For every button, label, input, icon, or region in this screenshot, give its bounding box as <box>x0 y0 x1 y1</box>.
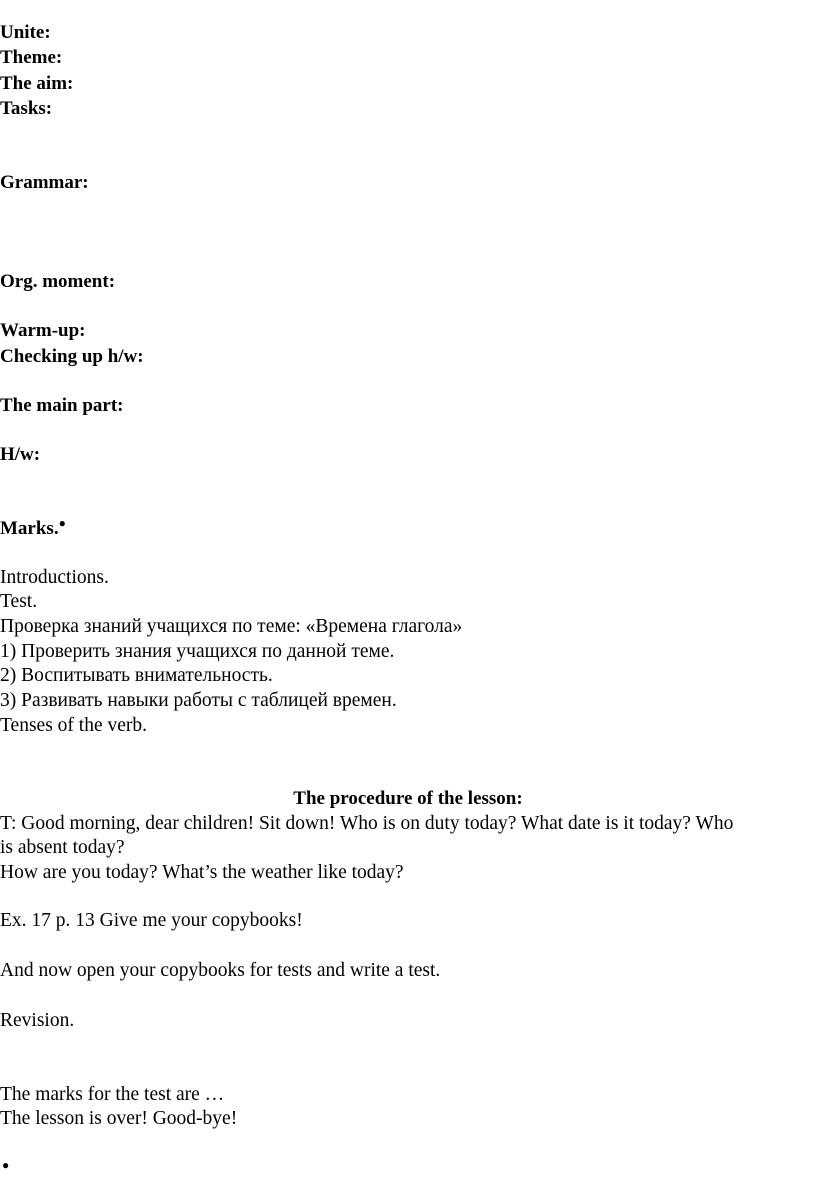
answer-task-2: 2) Воспитывать внимательность. <box>0 665 273 686</box>
label-warm-up: Warm-up: <box>0 320 86 341</box>
answer-task-1: 1) Проверить знания учащихся по данной теме. <box>0 641 395 662</box>
procedure-closing: The lesson is over! Good-bye! <box>0 1108 238 1129</box>
bullet-icon: ● <box>58 516 66 530</box>
label-unite: Unite: <box>0 22 51 43</box>
answer-unite: Introductions. <box>0 567 109 588</box>
answer-grammar: Tenses of the verb. <box>0 715 148 736</box>
bullet-icon-bottom: ● <box>2 1158 10 1172</box>
label-main-part: The main part: <box>0 395 124 416</box>
procedure-title: The procedure of the lesson: <box>293 788 523 809</box>
label-tasks: Tasks: <box>0 98 53 119</box>
procedure-main-part: And now open your copybooks for tests and write a test. <box>0 960 441 981</box>
label-org-moment: Org. moment: <box>0 271 116 292</box>
procedure-marks: The marks for the test are … <box>0 1084 225 1105</box>
label-grammar: Grammar: <box>0 172 89 193</box>
label-marks-text: Marks. <box>0 518 59 539</box>
label-theme: Theme: <box>0 47 63 68</box>
procedure-warm-up: How are you today? What’s the weather like today? <box>0 862 404 883</box>
answer-aim: Проверка знаний учащихся по теме: «Времена глагола» <box>0 616 463 637</box>
procedure-checking: Ex. 17 p. 13 Give me your copybooks! <box>0 910 303 931</box>
label-hw: H/w: <box>0 444 41 465</box>
label-aim: The aim: <box>0 73 74 94</box>
procedure-org-line-1: T: Good morning, dear children! Sit down! Who is on duty today? What date is it today? Who <box>0 813 734 834</box>
answer-theme: Test. <box>0 591 38 612</box>
label-marks <box>0 517 66 540</box>
procedure-org-line-2: is absent today? <box>0 837 125 858</box>
procedure-hw: Revision. <box>0 1010 75 1031</box>
answer-task-3: 3) Развивать навыки работы с таблицей времен. <box>0 690 397 711</box>
label-checking-hw: Checking up h/w: <box>0 346 144 367</box>
